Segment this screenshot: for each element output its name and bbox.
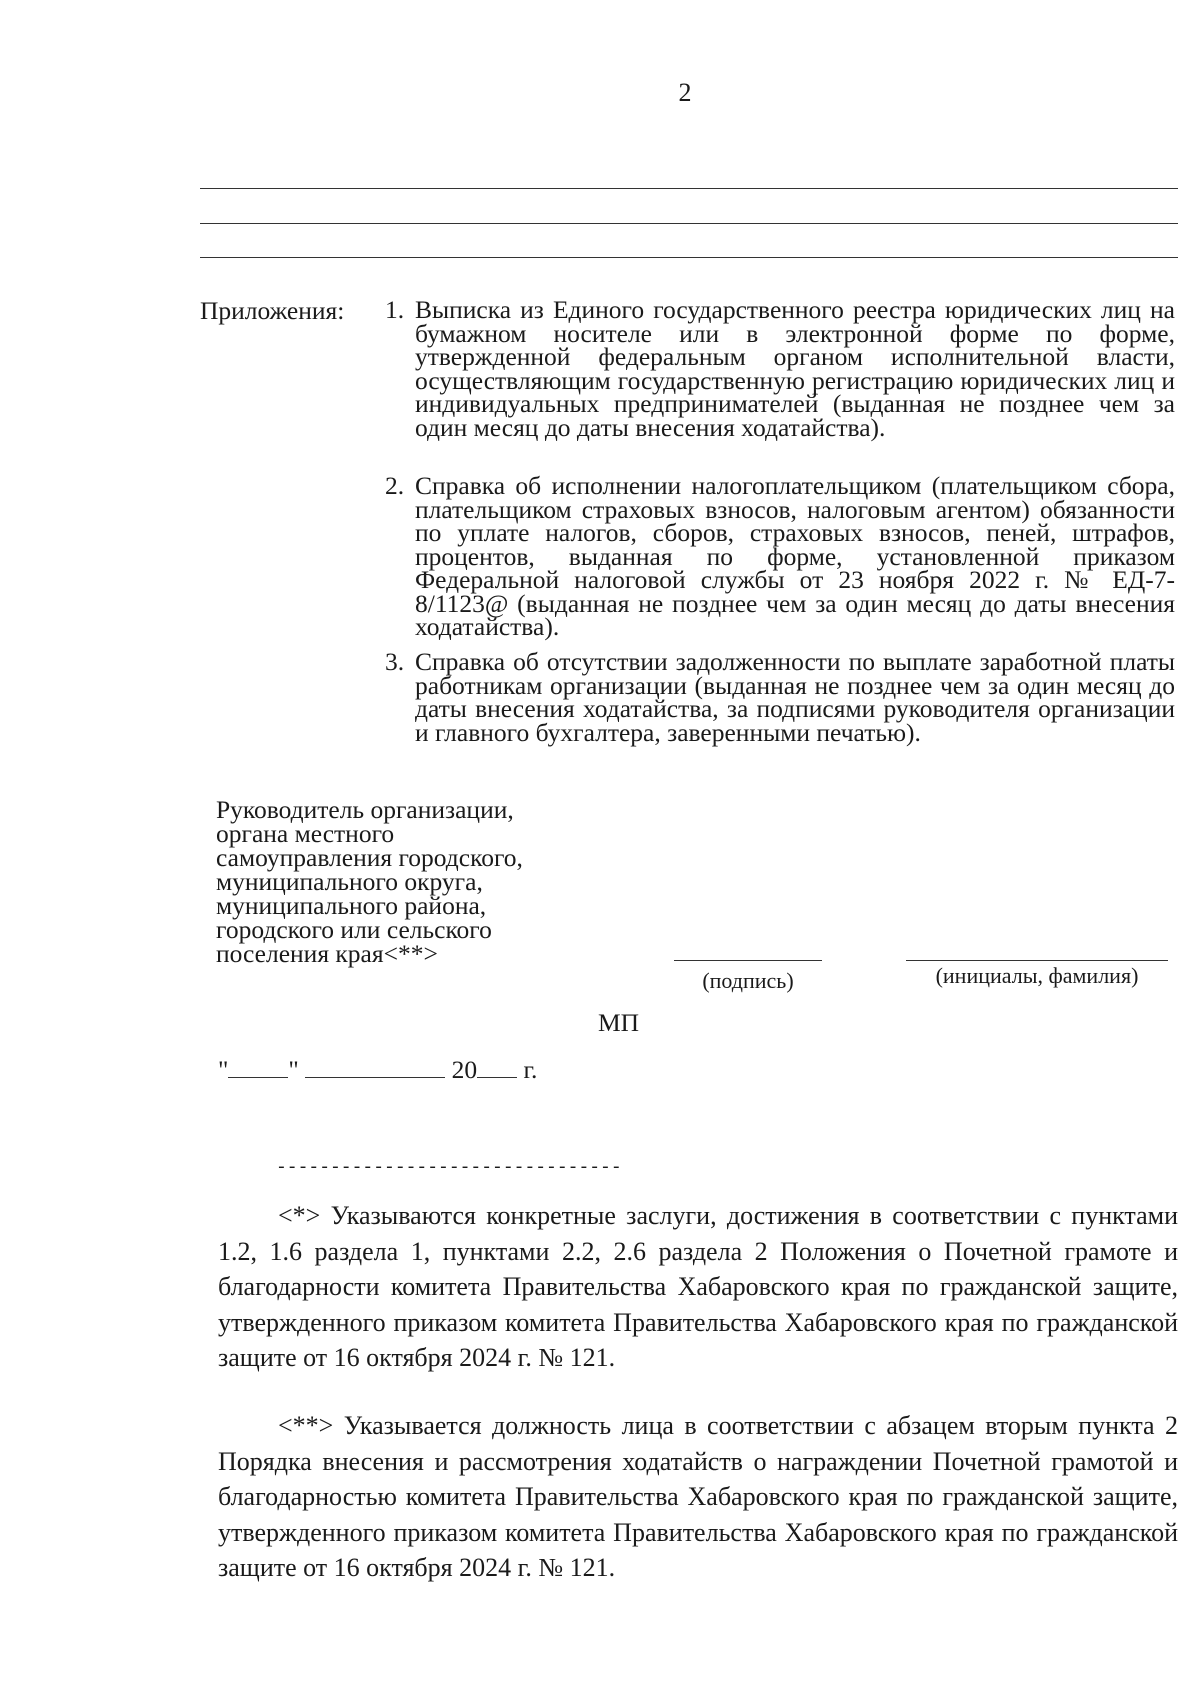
- date-quote-close: ": [288, 1055, 299, 1084]
- appendix-item-number: 3.: [385, 647, 405, 676]
- footnote-2: <**> Указывается должность лица в соответствии с абзацем вторым пункта 2 Порядка внесения и рассмотрения ходатайств о награждении Почетной грамотой и благодарностью комитета Правительства Хабаровского края по гражданской защите, утвержденного приказом комитета Правительства Хабаровского края по гражданской защите от 16 октября 2024 г. № 121.: [218, 1411, 1178, 1582]
- name-line: [906, 960, 1168, 961]
- appendix-item-number: 2.: [385, 471, 405, 500]
- footnote-1: <*> Указываются конкретные заслуги, достижения в соответствии с пунктами 1.2, 1.6 раздела 1, пунктами 2.2, 2.6 раздела 2 Положения о Почетной грамоте и благодарности комитета Правительства Хабаровского края по гражданской защите, утвержденного приказом комитета Правительства Хабаровского края по гражданской защите от 16 октября 2024 г. № 121.: [218, 1201, 1178, 1372]
- appendix-item-3: [385, 647, 1175, 747]
- appendix-item-number: 1.: [385, 295, 405, 324]
- signer-line: поселения края<**>: [216, 939, 438, 968]
- signature-caption: (подпись): [702, 968, 794, 993]
- year-suffix: г.: [523, 1055, 538, 1084]
- appendix-item-text: Выписка из Единого государственного реестра юридических лиц на бумажном носителе или в электронной форме по форме, утвержденной федеральным органом исполнительной власти, осуществляющим государственную регистрацию юридических лиц и индивидуальных предпринимателей (выданная не позднее чем за один месяц до даты внесения ходатайства).: [415, 295, 1175, 442]
- signer-line: муниципального округа,: [216, 867, 483, 896]
- appendix-item-1: [385, 295, 1175, 442]
- footnote-separator: --------------------------------: [276, 1158, 622, 1178]
- blank-line-3: [200, 257, 1178, 258]
- page-number: 2: [678, 78, 692, 107]
- day-blank: [228, 1055, 288, 1078]
- signature-line: [674, 960, 822, 961]
- appendix-label: Приложения:: [200, 296, 345, 325]
- stamp-placeholder: МП: [598, 1008, 640, 1037]
- signer-position: [216, 795, 616, 968]
- blank-line-2: [200, 223, 1178, 224]
- name-caption: (инициалы, фамилия): [935, 963, 1139, 988]
- signer-line: органа местного: [216, 819, 395, 848]
- signer-line: самоуправления городского,: [216, 843, 523, 872]
- month-blank: [305, 1055, 445, 1078]
- signer-line: городского или сельского: [216, 915, 492, 944]
- appendix-item-2: [385, 471, 1175, 641]
- appendix-item-text: Справка об исполнении налогоплательщиком (плательщиком сбора, плательщиком страховых взносов, налоговым агентом) обязанности по уплате налогов, сборов, страховых взносов, пеней, штрафов, процентов, выданная по форме, установленной приказом Федеральной налоговой службы от 23 ноября 2022 г. № ЕД-7-8/1123@ (выданная не позднее чем за один месяц до даты внесения ходатайства).: [415, 471, 1175, 641]
- year-blank: [477, 1055, 517, 1078]
- appendix-item-text: Справка об отсутствии задолженности по выплате заработной платы работникам организации (выданная не позднее чем за один месяц до даты внесения ходатайства, за подписями руководителя организации и главного бухгалтера, заверенными печатью).: [415, 647, 1175, 747]
- date-line: [218, 1055, 537, 1085]
- date-quote-open: ": [218, 1055, 229, 1084]
- signer-line: муниципального района,: [216, 891, 487, 920]
- year-prefix: 20: [451, 1055, 478, 1084]
- signer-line: Руководитель организации,: [216, 795, 514, 824]
- blank-line-1: [200, 188, 1178, 189]
